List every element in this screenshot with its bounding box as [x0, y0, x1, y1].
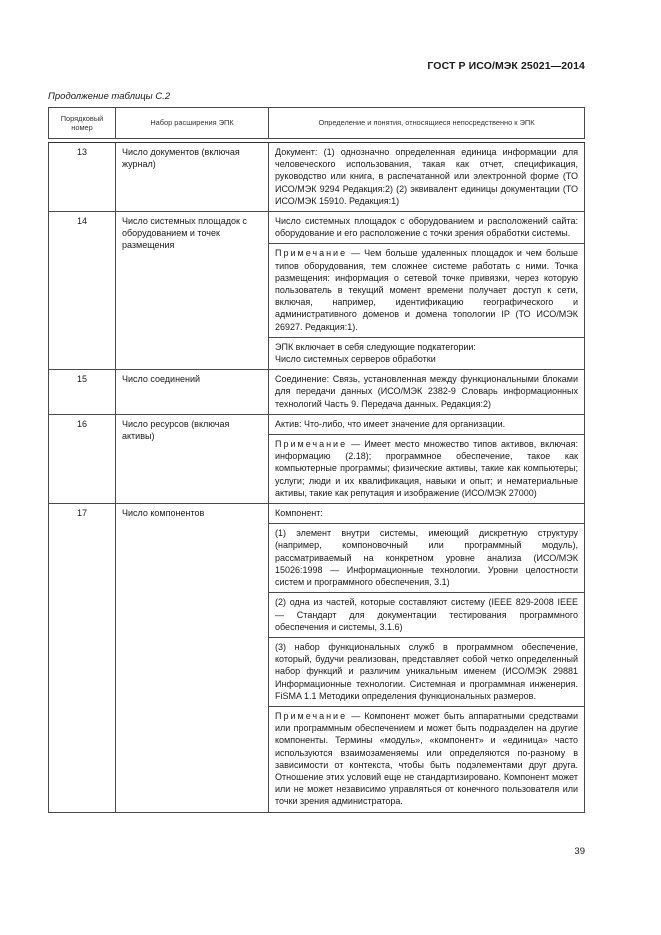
row-definition	[269, 414, 585, 503]
row-number: 16	[49, 414, 116, 503]
definition-segment	[269, 415, 584, 434]
definition-text: — Имеет место множество типов активов, включая: информацию (2.18); программное обеспечение, такое как компьютерные программы; физические активы, такие как компьютеры; услуги; люди и их квалификация, навыки и опыт; и нематериальные активы, такие как репутация и изображение (ИСО/МЭК 27000)	[275, 439, 578, 498]
row-set-name: Число компонентов	[116, 504, 269, 812]
definition-text-line: Число системных серверов обработки	[275, 354, 436, 365]
column-header-number: Порядковый номер	[49, 108, 116, 139]
row-set-name: Число документов (включая журнал)	[116, 143, 269, 212]
definition-segment	[269, 523, 584, 592]
definition-segment	[269, 637, 584, 706]
column-header-set: Набор расширения ЭПК	[116, 108, 269, 139]
page-number: 39	[574, 846, 585, 857]
table-row	[49, 504, 585, 812]
definition-segment	[269, 504, 584, 523]
definition-text: Соединение: Связь, установленная между функциональными блоками для передачи данных (ИСО/МЭК 2382-9 Словарь информационных технологий Часть 9. Передача данных. Редакция:2)	[275, 374, 578, 409]
table-row	[49, 370, 585, 415]
note-label: Примечание	[275, 439, 348, 450]
note-label: Примечание	[275, 710, 348, 721]
definition-segment	[269, 212, 584, 243]
definition-text: Актив: Что-либо, что имеет значение для организации.	[275, 418, 506, 429]
document-header: ГОСТ Р ИСО/МЭК 25021—2014	[427, 60, 585, 72]
row-definition	[269, 370, 585, 415]
table-row	[49, 143, 585, 212]
row-definition	[269, 143, 585, 212]
table-row	[49, 212, 585, 370]
definitions-table	[48, 107, 585, 813]
table-header-row	[49, 108, 585, 139]
definition-text: Число системных площадок с оборудованием и расположений сайта: оборудование и его расположение с точки зрения обработки системы.	[275, 216, 578, 239]
definition-segment	[269, 337, 584, 369]
definition-text: — Компонент может быть аппаратными средствами или программным обеспечением и может быть подразделен на другие компоненты. Термины «модуль», «компонент» и «единица» часто используются взаимозаменяемы или определяются по-разному в зависимости от контекста, чтобы быть подэлементами друг друга. Отношение этих условий еще не стандартизировано. Компонент может или не может независимо управляться от конечного пользователя или точки зрения администратора.	[275, 710, 578, 807]
row-set-name: Число соединений	[116, 370, 269, 415]
row-number: 15	[49, 370, 116, 415]
note-label: Примечание	[275, 248, 348, 259]
table-caption: Продолжение таблицы С.2	[48, 91, 171, 102]
row-set-name: Число ресурсов (включая активы)	[116, 414, 269, 503]
row-number: 13	[49, 143, 116, 212]
definition-text: — Чем больше удаленных площадок и чем больше типов оборудования, тем сложнее системе работать с ними. Точка размещения: информация о сетевой точке привязки, через которую пользователь в текущий момент времени получает доступ к сети, включая, например, идентификацию географического и административного доменов и домена топологии IP (ТО ИСО/МЭК 26927. Редакция:1).	[275, 248, 578, 332]
table-row	[49, 414, 585, 503]
definition-text: (1) элемент внутри системы, имеющий дискретную структуру (например, компоновочный или программный модуль), рассматриваемый на конкретном уровне анализа (ИСО/МЭК 15026:1998 — Информационные технологии. Уровни целостности систем и программного обеспечения, 3.1)	[275, 528, 578, 588]
definition-text: Компонент:	[275, 508, 323, 519]
row-number: 17	[49, 504, 116, 812]
definition-text: Документ: (1) однозначно определенная единица информации для человеческого использования, такая как отчет, спецификация, руководство или книга, в распечатанной или электронной форме (ТО ИСО/МЭК 9294 Редакция:2) (2) эквивалент единицы документации (ТО ИСО/МЭК 15910. Редакция:1)	[275, 147, 578, 206]
definition-segment	[269, 434, 584, 503]
definition-text: (2) одна из частей, которые составляют систему (IEEE 829-2008 IEEE — Стандарт для документации тестирования программного обеспечения и системы, 3.1.6)	[275, 597, 578, 632]
column-header-definition: Определение и понятия, относящиеся непосредственно к ЭПК	[269, 108, 585, 139]
definition-segment	[269, 143, 584, 211]
table-body	[49, 143, 585, 813]
definition-segment	[269, 370, 584, 414]
row-set-name: Число системных площадок с оборудованием и точек размещения	[116, 212, 269, 370]
definition-text: ЭПК включает в себя следующие подкатегории:	[275, 341, 476, 352]
definition-segment	[269, 592, 584, 637]
definition-segment	[269, 706, 584, 812]
row-definition	[269, 504, 585, 812]
row-definition	[269, 212, 585, 370]
definition-segment	[269, 243, 584, 336]
definition-text: (3) набор функциональных служб в программном обеспечение, который, будучи реализован, представляет собой четко определенный набор функций и различим уникальным именем (ИСО/МЭК 29881 Информационные технологии. Системная и программная инженерия. FiSMA 1.1 Методики определения функциональных размеров.	[275, 641, 578, 701]
row-number: 14	[49, 212, 116, 370]
